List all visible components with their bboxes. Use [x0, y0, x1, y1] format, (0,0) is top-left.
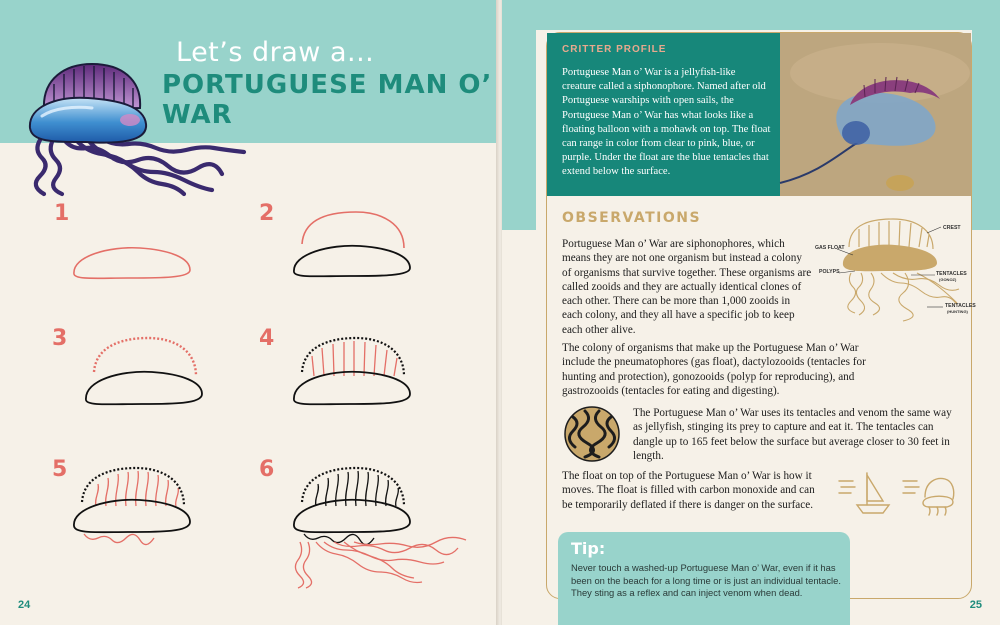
observations-paragraph: The Portuguese Man o’ War uses its tentacles and venom the same way as jellyfish, stinging its prey to capture and eat it. The tentacles can dangle up to 165 feet below the surface but average closer to 30 feet in length.: [633, 407, 952, 462]
observations-heading: OBSERVATIONS: [562, 210, 702, 226]
page-title: PORTUGUESE MAN O’ WAR: [162, 70, 493, 130]
step-6-drawing: [290, 462, 480, 592]
step-number: 1: [54, 201, 70, 226]
side-band: [972, 30, 1000, 230]
label-crest: CREST: [943, 225, 961, 231]
step-1-drawing: [70, 240, 194, 282]
observations-paragraph: The colony of organisms that make up the Portuguese Man o’ War include the pneumatophores (gas float), dactylozooids (tentacles for hunting and protection), gonozooids (polyp for reproducing), and gastrozooids (tentacles for eating and digesting).: [562, 342, 866, 397]
label-tentacles-hunting-sub: (HUNTING): [947, 309, 968, 314]
step-number: 4: [259, 326, 275, 351]
label-polyps: POLYPS: [819, 269, 840, 275]
label-tentacles-gonoz: TENTACLES: [936, 271, 967, 277]
label-tentacles-hunting: TENTACLES: [945, 303, 976, 309]
step-number: 5: [52, 457, 68, 482]
left-page: [0, 0, 498, 625]
step-2-drawing: [290, 210, 414, 282]
tentacle-pattern-circle: [563, 405, 621, 463]
profile-text: Portuguese Man o’ War is a jellyfish-like creature called a siphonophore. Named after old Portuguese warships with open sails, the Portuguese Man o’ War has what looks like a floating balloon with a mohawk on top. The float can range in color from clear to pink, blue, or purple. Under the float are the blue tentacles that extend below the surface.: [562, 67, 771, 178]
side-band: [502, 30, 536, 230]
tip-box: [558, 532, 850, 625]
critter-card: [546, 32, 976, 599]
step-5-drawing: [70, 462, 194, 546]
anatomy-diagram: [815, 211, 976, 339]
intro-heading: Let’s draw a...: [176, 37, 375, 68]
right-page: [502, 0, 1000, 625]
page-number: 25: [969, 599, 982, 611]
critter-profile-box: [547, 33, 780, 196]
photo-illustration: [780, 33, 971, 196]
profile-heading: CRITTER PROFILE: [562, 44, 667, 55]
step-4-drawing: [290, 332, 414, 410]
page-number: 24: [18, 599, 31, 611]
label-tentacles-gonoz-sub: (GONOZ): [939, 277, 957, 282]
step-number: 3: [52, 326, 68, 351]
observations-paragraph: Portuguese Man o’ War are siphonophores, which means they are not one organism but instead a colony of organisms that survive together. These organisms are called zooids and they are actually identical clones of each other. There can be more than 1,000 zooids in each colony, and they all have a specific job to keep each other alive.: [562, 238, 812, 336]
step-number: 2: [259, 201, 275, 226]
tip-text: Never touch a washed-up Portuguese Man o’ War, even if it has been on the beach for a long time or is just an individual tentacle. They sting as a reflex and can inject venom when dead.: [571, 562, 841, 598]
movement-icons: [837, 469, 957, 517]
header-band: [502, 0, 1000, 30]
tip-heading: Tip:: [571, 539, 606, 558]
step-3-drawing: [82, 332, 206, 410]
label-gas-float: GAS FLOAT: [815, 245, 845, 251]
observations-paragraph: The float on top of the Portuguese Man o’ War is how it moves. The float is filled with carbon monoxide and can be temporarily deflated if there is danger on the surface.: [562, 470, 815, 511]
step-number: 6: [259, 457, 275, 482]
man-o-war-photo: [780, 33, 971, 196]
